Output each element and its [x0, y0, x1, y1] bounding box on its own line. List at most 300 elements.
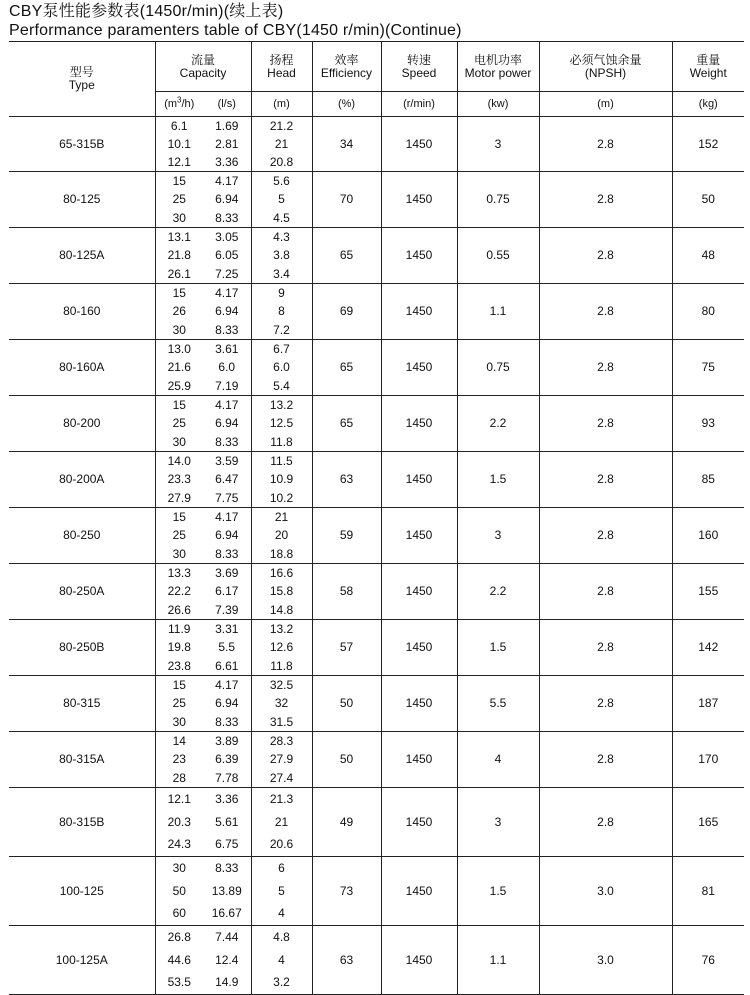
capacity-m3h-values: [155, 451, 203, 507]
value-cell: 7.75: [215, 490, 239, 505]
head-values: [251, 172, 312, 228]
value-cell: 3.59: [215, 453, 239, 468]
value-cell: 25: [172, 416, 186, 431]
header-speed: 转速 Speed: [381, 42, 457, 92]
unit-speed: (r/min): [381, 92, 457, 117]
value-cell: 26: [172, 304, 186, 319]
value-cell: 23.8: [167, 658, 191, 673]
head-values: [251, 451, 312, 507]
value-cell: 6.05: [215, 248, 239, 263]
table-row: [9, 395, 744, 451]
weight-value: 75: [672, 339, 744, 395]
npsh-value: 2.8: [539, 731, 672, 787]
head-values: [251, 339, 312, 395]
motor-power-value: 0.55: [457, 227, 539, 283]
npsh-value: 2.8: [539, 675, 672, 731]
value-cell: 15: [172, 285, 186, 300]
speed-value: 1450: [381, 395, 457, 451]
value-cell: 10.2: [269, 490, 294, 505]
model-type: 100-125: [9, 856, 155, 925]
motor-power-value: 5.5: [457, 675, 539, 731]
weight-value: 142: [672, 619, 744, 675]
table-row: [9, 451, 744, 507]
capacity-m3h-values: [155, 395, 203, 451]
capacity-m3h-values: [155, 283, 203, 339]
value-cell: 27.9: [269, 752, 294, 767]
value-cell: 32.5: [269, 677, 294, 692]
value-cell: 7.19: [215, 378, 239, 393]
value-cell: 16.67: [211, 906, 242, 921]
value-cell: 6.94: [215, 304, 239, 319]
value-cell: 5.4: [273, 378, 290, 393]
table-row: [9, 856, 744, 925]
model-type: 80-250A: [9, 563, 155, 619]
value-cell: 5.5: [218, 640, 236, 655]
npsh-value: 2.8: [539, 339, 672, 395]
unit-capacity-ls: (l/s): [203, 92, 251, 117]
model-type: 100-125A: [9, 925, 155, 994]
value-cell: 26.1: [167, 266, 191, 281]
head-values: [251, 925, 312, 994]
value-cell: 8.33: [215, 714, 239, 729]
value-cell: 10.9: [269, 472, 294, 487]
capacity-ls-values: [203, 507, 251, 563]
table-row: [9, 117, 744, 172]
unit-motor-power: (kw): [457, 92, 539, 117]
weight-value: 81: [672, 856, 744, 925]
speed-value: 1450: [381, 925, 457, 994]
value-cell: 20.8: [269, 155, 294, 169]
header-type: 型号 Type: [9, 42, 155, 117]
value-cell: 12.4: [215, 952, 239, 967]
efficiency-value: 65: [312, 227, 381, 283]
value-cell: 3.36: [215, 791, 239, 806]
head-values: [251, 675, 312, 731]
value-cell: 21: [274, 814, 289, 829]
speed-value: 1450: [381, 227, 457, 283]
value-cell: 3.61: [215, 341, 239, 356]
table-row: [9, 787, 744, 856]
value-cell: 30: [172, 322, 186, 337]
value-cell: 15: [172, 509, 186, 524]
motor-power-value: 1.1: [457, 283, 539, 339]
value-cell: 24.3: [167, 837, 191, 852]
weight-value: 170: [672, 731, 744, 787]
value-cell: 27.4: [269, 770, 294, 785]
value-cell: 3.36: [215, 155, 239, 169]
value-cell: 14.0: [167, 453, 191, 468]
model-type: 80-315A: [9, 731, 155, 787]
value-cell: 12.1: [167, 791, 191, 806]
value-cell: 7.39: [215, 602, 239, 617]
value-cell: 31.5: [269, 714, 294, 729]
weight-value: 165: [672, 787, 744, 856]
value-cell: 25: [172, 192, 186, 207]
title-english: Performance paramenters table of CBY(1450 r/min)(Continue): [9, 22, 462, 39]
motor-power-value: 2.2: [457, 395, 539, 451]
motor-power-value: 3: [457, 117, 539, 172]
value-cell: 2.81: [215, 137, 239, 151]
value-cell: 3.31: [215, 621, 239, 636]
value-cell: 21: [274, 137, 289, 151]
value-cell: 4.5: [273, 210, 290, 225]
table-row: [9, 227, 744, 283]
weight-value: 48: [672, 227, 744, 283]
value-cell: 8.33: [215, 434, 239, 449]
model-type: 80-160A: [9, 339, 155, 395]
unit-capacity-m3h: $(m^3/h)$: [155, 92, 203, 117]
value-cell: 30: [172, 714, 186, 729]
table-row: [9, 731, 744, 787]
efficiency-value: 34: [312, 117, 381, 172]
value-cell: 21.6: [167, 360, 191, 375]
value-cell: 3.2: [273, 975, 290, 990]
motor-power-value: 4: [457, 731, 539, 787]
npsh-value: 2.8: [539, 507, 672, 563]
head-values: [251, 507, 312, 563]
head-values: [251, 117, 312, 172]
efficiency-value: 63: [312, 925, 381, 994]
value-cell: 6.0: [218, 360, 236, 375]
capacity-ls-values: [203, 339, 251, 395]
value-cell: 30: [172, 546, 186, 561]
model-type: 80-200A: [9, 451, 155, 507]
value-cell: 26.6: [167, 602, 191, 617]
value-cell: 11.8: [270, 658, 293, 673]
unit-head: (m): [251, 92, 312, 117]
speed-value: 1450: [381, 172, 457, 228]
capacity-m3h-values: [155, 172, 203, 228]
value-cell: 28: [172, 770, 186, 785]
npsh-value: 2.8: [539, 283, 672, 339]
capacity-m3h-values: [155, 856, 203, 925]
value-cell: 26.8: [167, 929, 191, 944]
efficiency-value: 63: [312, 451, 381, 507]
efficiency-value: 57: [312, 619, 381, 675]
value-cell: 4: [278, 952, 285, 967]
value-cell: 15.8: [269, 584, 294, 599]
value-cell: 6.94: [215, 416, 239, 431]
model-type: 80-315: [9, 675, 155, 731]
npsh-value: 2.8: [539, 117, 672, 172]
weight-value: 76: [672, 925, 744, 994]
table-row: [9, 172, 744, 228]
value-cell: 8.33: [215, 860, 239, 875]
motor-power-value: 1.1: [457, 925, 539, 994]
value-cell: 12.6: [269, 640, 294, 655]
value-cell: 3.69: [215, 565, 239, 580]
value-cell: 20.6: [269, 837, 294, 852]
header-npsh: 必须气蚀余量 (NPSH): [539, 42, 672, 92]
value-cell: 18.8: [269, 546, 294, 561]
value-cell: 12.5: [269, 416, 294, 431]
value-cell: 5: [278, 192, 285, 207]
capacity-ls-values: [203, 856, 251, 925]
value-cell: 7.2: [273, 322, 290, 337]
value-cell: 16.6: [269, 565, 294, 580]
head-values: [251, 619, 312, 675]
capacity-m3h-values: [155, 925, 203, 994]
value-cell: 4.17: [215, 174, 239, 188]
value-cell: 27.9: [167, 490, 191, 505]
head-values: [251, 395, 312, 451]
efficiency-value: 49: [312, 787, 381, 856]
value-cell: 13.0: [167, 341, 191, 356]
motor-power-value: 1.5: [457, 619, 539, 675]
value-cell: 8.33: [215, 546, 239, 561]
value-cell: 4: [278, 906, 285, 921]
capacity-m3h-values: [155, 619, 203, 675]
npsh-value: 2.8: [539, 787, 672, 856]
weight-value: 160: [672, 507, 744, 563]
capacity-ls-values: [203, 227, 251, 283]
value-cell: 11.5: [270, 453, 293, 468]
value-cell: 3.8: [273, 248, 290, 263]
speed-value: 1450: [381, 787, 457, 856]
efficiency-value: 50: [312, 731, 381, 787]
value-cell: 50: [172, 883, 186, 898]
motor-power-value: 0.75: [457, 339, 539, 395]
model-type: 80-160: [9, 283, 155, 339]
head-values: [251, 856, 312, 925]
npsh-value: 3.0: [539, 925, 672, 994]
value-cell: 21: [274, 509, 289, 524]
speed-value: 1450: [381, 563, 457, 619]
unit-efficiency: (%): [312, 92, 381, 117]
value-cell: 14.9: [215, 975, 239, 990]
value-cell: 15: [172, 397, 186, 412]
value-cell: 28.3: [269, 733, 294, 748]
value-cell: 19.8: [167, 640, 191, 655]
capacity-ls-values: [203, 172, 251, 228]
capacity-m3h-values: [155, 117, 203, 172]
model-type: 80-250B: [9, 619, 155, 675]
value-cell: 21.2: [269, 119, 294, 133]
capacity-m3h-values: [155, 675, 203, 731]
head-values: [251, 563, 312, 619]
value-cell: 6.39: [215, 752, 239, 767]
value-cell: 20: [274, 528, 289, 543]
capacity-m3h-values: [155, 507, 203, 563]
head-values: [251, 787, 312, 856]
model-type: 80-125A: [9, 227, 155, 283]
value-cell: 4.17: [215, 509, 239, 524]
motor-power-value: 1.5: [457, 451, 539, 507]
value-cell: 11.9: [168, 621, 191, 636]
npsh-value: 2.8: [539, 619, 672, 675]
value-cell: 14: [172, 733, 186, 748]
unit-npsh: (m): [539, 92, 672, 117]
table-body: [9, 117, 744, 995]
value-cell: 25: [172, 528, 186, 543]
value-cell: 6.1: [170, 119, 188, 133]
value-cell: 13.2: [269, 621, 294, 636]
value-cell: 15: [172, 677, 186, 692]
npsh-value: 3.0: [539, 856, 672, 925]
speed-value: 1450: [381, 619, 457, 675]
head-values: [251, 731, 312, 787]
value-cell: 13.3: [167, 565, 191, 580]
table-row: [9, 507, 744, 563]
capacity-m3h-values: [155, 227, 203, 283]
efficiency-value: 65: [312, 339, 381, 395]
speed-value: 1450: [381, 451, 457, 507]
npsh-value: 2.8: [539, 395, 672, 451]
value-cell: 60: [172, 906, 186, 921]
speed-value: 1450: [381, 507, 457, 563]
value-cell: 6.94: [215, 528, 239, 543]
motor-power-value: 0.75: [457, 172, 539, 228]
value-cell: 22.2: [167, 584, 191, 599]
value-cell: 7.25: [215, 266, 239, 281]
weight-value: 93: [672, 395, 744, 451]
capacity-ls-values: [203, 675, 251, 731]
value-cell: 15: [172, 174, 186, 188]
model-type: 80-125: [9, 172, 155, 228]
value-cell: 6.0: [273, 360, 290, 375]
model-type: 80-315B: [9, 787, 155, 856]
titles: [9, 2, 462, 40]
value-cell: 5: [278, 883, 285, 898]
value-cell: 3.05: [215, 229, 239, 244]
efficiency-value: 58: [312, 563, 381, 619]
value-cell: 6.61: [215, 658, 239, 673]
capacity-ls-values: [203, 925, 251, 994]
header-efficiency: 效率 Efficiency: [312, 42, 381, 92]
capacity-m3h-values: [155, 563, 203, 619]
head-values: [251, 283, 312, 339]
value-cell: 6.94: [215, 696, 239, 711]
value-cell: 23.3: [167, 472, 191, 487]
value-cell: 20.3: [167, 814, 191, 829]
value-cell: 6: [278, 860, 285, 875]
value-cell: 14.8: [269, 602, 294, 617]
efficiency-value: 70: [312, 172, 381, 228]
capacity-ls-values: [203, 451, 251, 507]
value-cell: 4.17: [215, 677, 239, 692]
value-cell: 4.8: [273, 929, 290, 944]
table-row: [9, 925, 744, 994]
speed-value: 1450: [381, 339, 457, 395]
speed-value: 1450: [381, 856, 457, 925]
motor-power-value: 1.5: [457, 856, 539, 925]
performance-table: [9, 41, 744, 995]
value-cell: 6.75: [215, 837, 239, 852]
value-cell: 6.47: [215, 472, 239, 487]
value-cell: 7.44: [215, 929, 239, 944]
motor-power-value: 3: [457, 787, 539, 856]
value-cell: 21.3: [269, 791, 294, 806]
value-cell: 3.4: [273, 266, 290, 281]
table-row: [9, 283, 744, 339]
capacity-ls-values: [203, 563, 251, 619]
value-cell: 30: [172, 860, 186, 875]
unit-weight: (kg): [672, 92, 744, 117]
value-cell: 25: [172, 696, 186, 711]
weight-value: 80: [672, 283, 744, 339]
speed-value: 1450: [381, 283, 457, 339]
speed-value: 1450: [381, 675, 457, 731]
value-cell: 6.7: [273, 341, 290, 356]
npsh-value: 2.8: [539, 172, 672, 228]
model-type: 80-200: [9, 395, 155, 451]
npsh-value: 2.8: [539, 563, 672, 619]
value-cell: 4.17: [215, 397, 239, 412]
efficiency-value: 65: [312, 395, 381, 451]
header-head: 扬程 Head: [251, 42, 312, 92]
weight-value: 85: [672, 451, 744, 507]
value-cell: 10.1: [167, 137, 191, 151]
value-cell: 6.17: [215, 584, 239, 599]
capacity-ls-values: [203, 117, 251, 172]
value-cell: 32: [274, 696, 289, 711]
efficiency-value: 50: [312, 675, 381, 731]
table-row: [9, 619, 744, 675]
efficiency-value: 73: [312, 856, 381, 925]
capacity-ls-values: [203, 731, 251, 787]
value-cell: 13.1: [167, 229, 191, 244]
value-cell: 11.8: [270, 434, 293, 449]
npsh-value: 2.8: [539, 227, 672, 283]
value-cell: 30: [172, 434, 186, 449]
value-cell: 44.6: [167, 952, 191, 967]
model-type: 65-315B: [9, 117, 155, 172]
value-cell: 53.5: [167, 975, 191, 990]
head-values: [251, 227, 312, 283]
table-row: [9, 563, 744, 619]
speed-value: 1450: [381, 117, 457, 172]
speed-value: 1450: [381, 731, 457, 787]
value-cell: 5.6: [273, 174, 290, 188]
efficiency-value: 69: [312, 283, 381, 339]
value-cell: 3.89: [215, 733, 239, 748]
weight-value: 155: [672, 563, 744, 619]
value-cell: 5.61: [215, 814, 239, 829]
value-cell: 13.89: [211, 883, 242, 898]
header-motor-power: 电机功率 Motor power: [457, 42, 539, 92]
value-cell: 8: [278, 304, 285, 319]
value-cell: 23: [172, 752, 186, 767]
weight-value: 187: [672, 675, 744, 731]
value-cell: 8.33: [215, 210, 239, 225]
weight-value: 152: [672, 117, 744, 172]
value-cell: 13.2: [269, 397, 294, 412]
value-cell: 6.94: [215, 192, 239, 207]
weight-value: 50: [672, 172, 744, 228]
value-cell: 30: [172, 210, 186, 225]
value-cell: 8.33: [215, 322, 239, 337]
header-weight: 重量 Weight: [672, 42, 744, 92]
capacity-m3h-values: [155, 731, 203, 787]
capacity-ls-values: [203, 283, 251, 339]
capacity-m3h-values: [155, 339, 203, 395]
value-cell: 7.78: [215, 770, 239, 785]
title-chinese: CBY泵性能参数表(1450r/min)(续上表): [9, 3, 284, 20]
efficiency-value: 59: [312, 507, 381, 563]
value-cell: 9: [278, 285, 285, 300]
npsh-value: 2.8: [539, 451, 672, 507]
value-cell: 25.9: [167, 378, 191, 393]
capacity-ls-values: [203, 395, 251, 451]
capacity-ls-values: [203, 787, 251, 856]
value-cell: 12.1: [167, 155, 191, 169]
capacity-m3h-values: [155, 787, 203, 856]
header-capacity: 流量 Capacity: [155, 42, 251, 92]
model-type: 80-250: [9, 507, 155, 563]
value-cell: 4.17: [215, 285, 239, 300]
value-cell: 4.3: [273, 229, 290, 244]
value-cell: 1.69: [215, 119, 239, 133]
